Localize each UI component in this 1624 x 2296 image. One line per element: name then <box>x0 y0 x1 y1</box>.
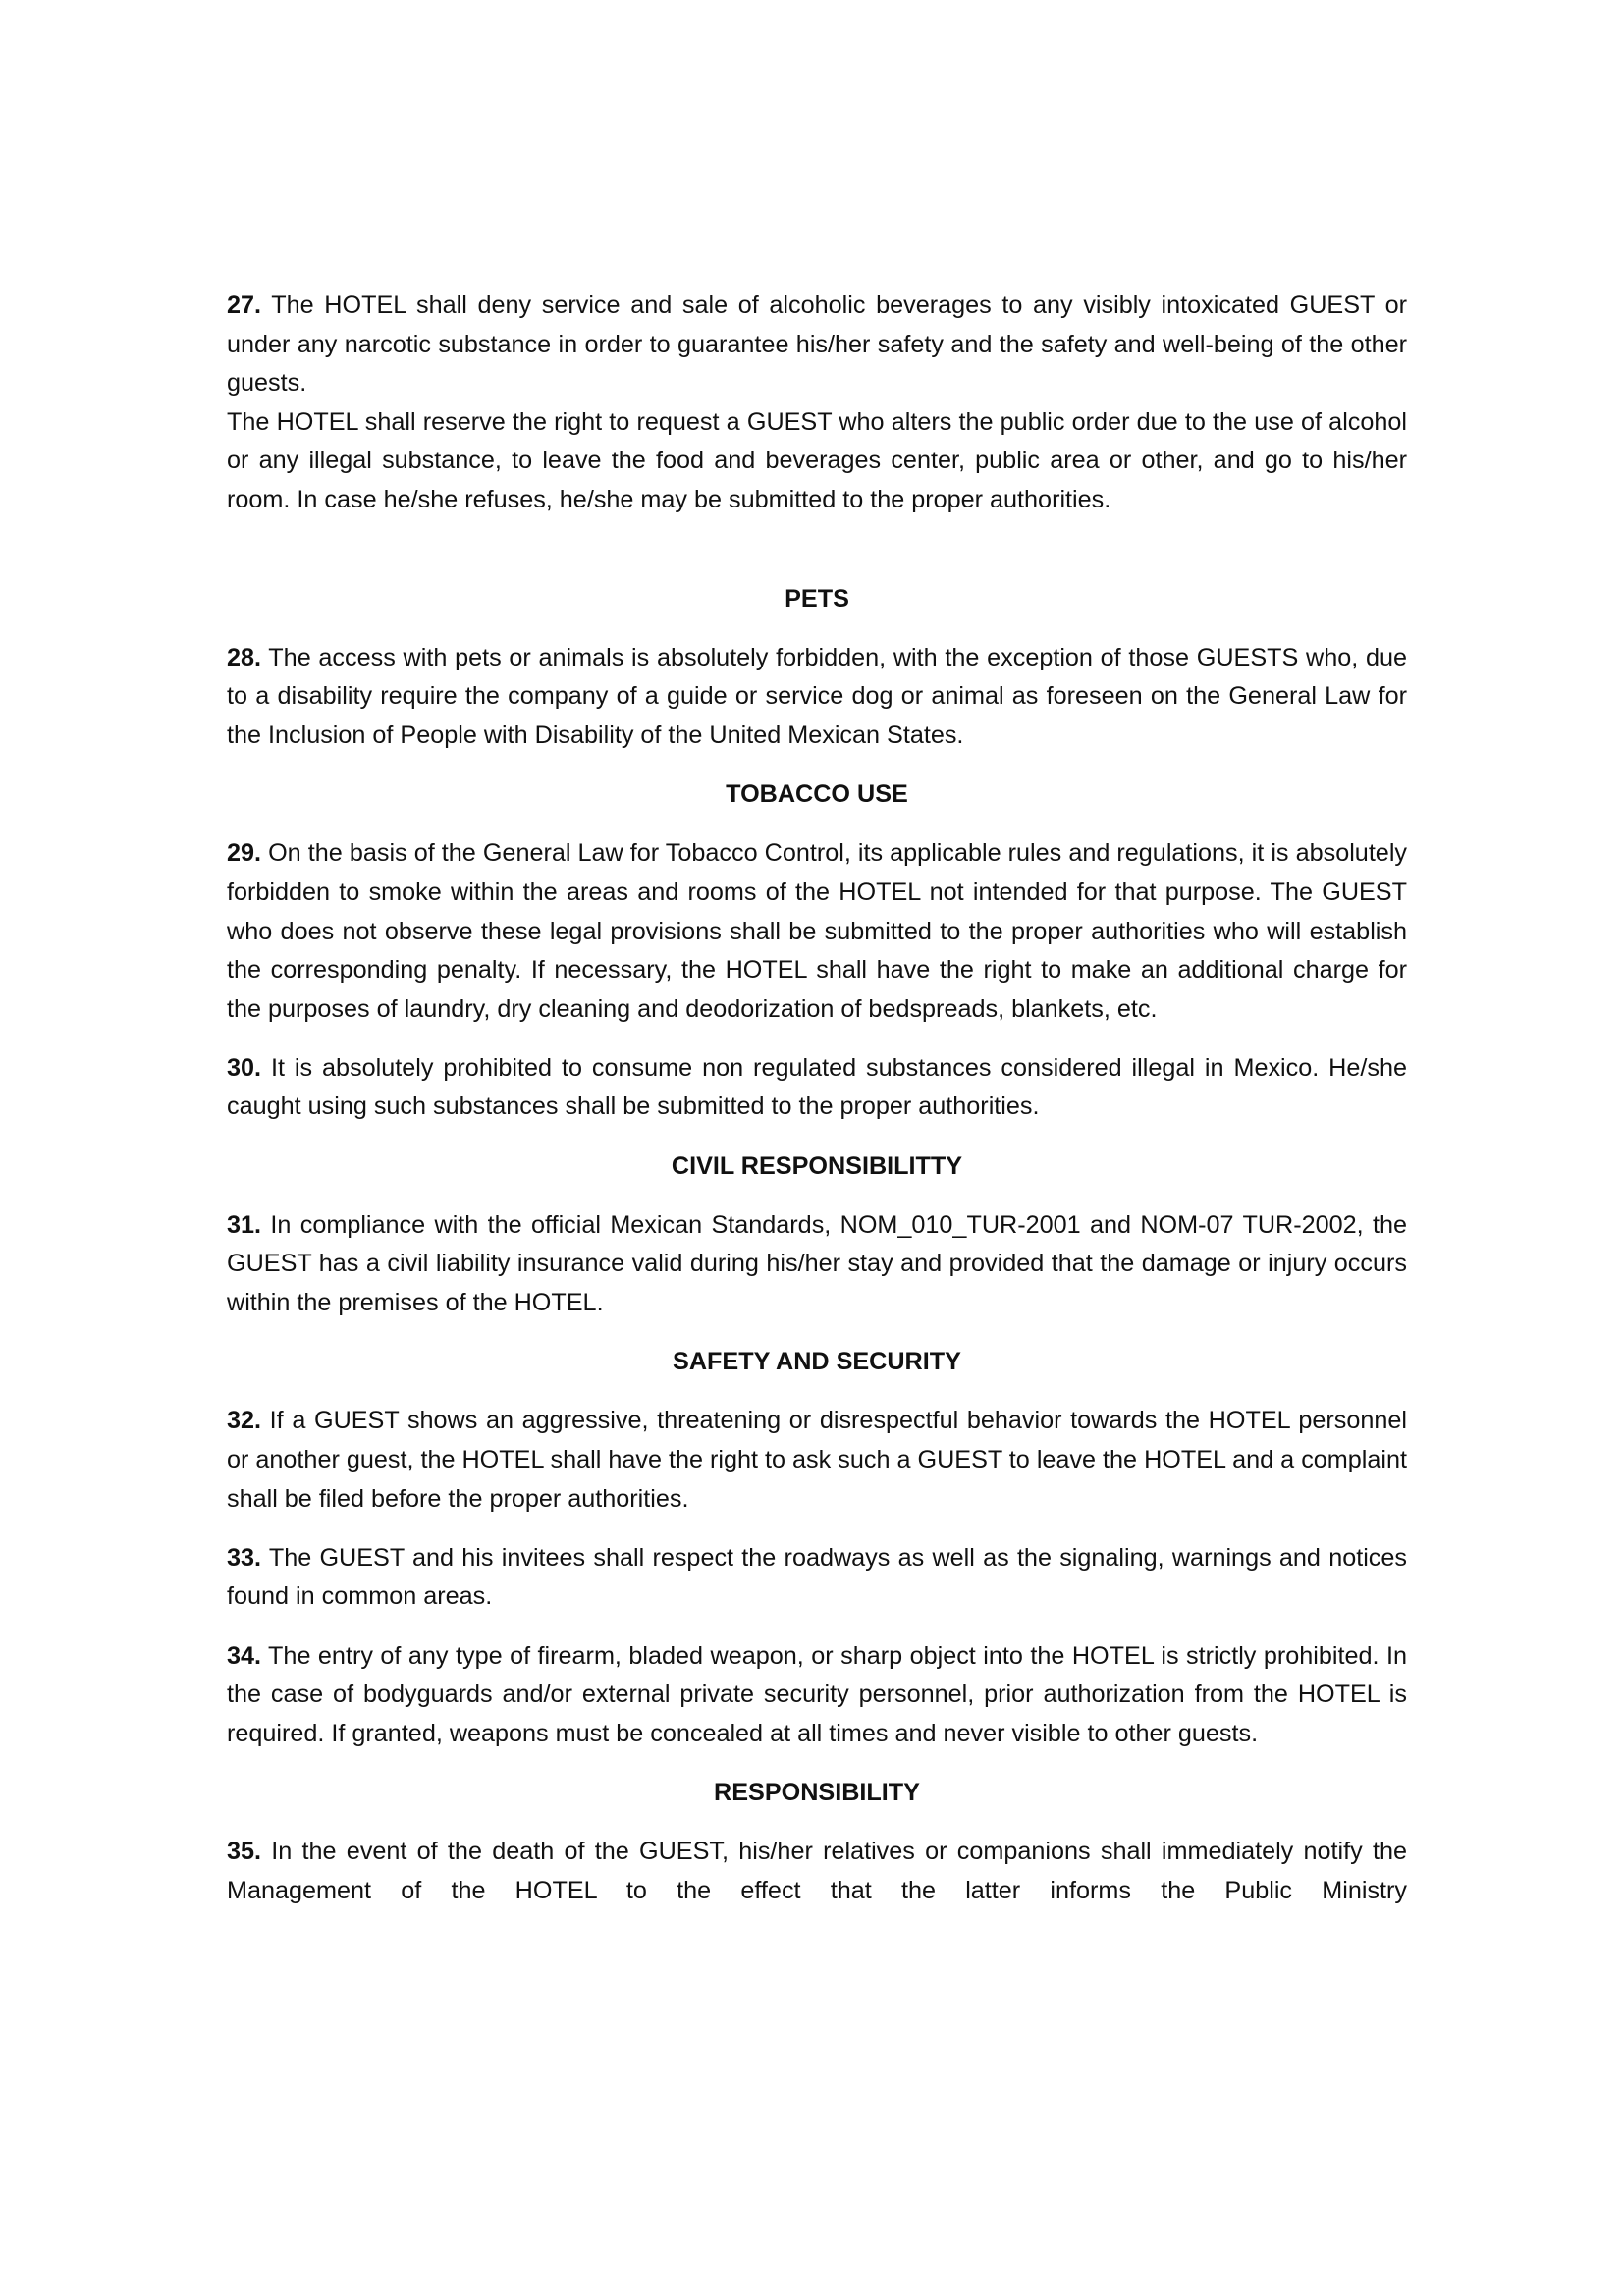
document-page <box>227 287 1407 1931</box>
section-heading-safety-and-security: SAFETY AND SECURITY <box>673 1348 961 1376</box>
clause-text: If a GUEST shows an aggressive, threatening or disrespectful behavior towards the HOTEL personnel or another guest, the HOTEL shall have the right to ask such a GUEST to leave the HOTEL and a complaint shall be filed before the proper authorities. <box>227 1407 1407 1513</box>
section-heading-civil-responsibility: CIVIL RESPONSIBILITTY <box>671 1151 963 1180</box>
clause-number: 29. <box>227 839 262 868</box>
clause-number: 27. <box>227 292 262 319</box>
clause-text: The entry of any type of firearm, bladed weapon, or sharp object into the HOTEL is strictly prohibited. In the case of bodyguards and/or external private security personnel, prior authorization from the HOTEL is required. If granted, weapons must be concealed at all times and never visible to other guests. <box>227 1641 1407 1747</box>
clause-27 <box>227 287 1407 403</box>
clause-30 <box>227 1049 1407 1127</box>
clause-number: 30. <box>227 1053 262 1082</box>
clause-number: 28. <box>227 643 262 671</box>
clause-34 <box>227 1637 1407 1754</box>
clause-number: 33. <box>227 1543 262 1572</box>
clause-29 <box>227 834 1407 1029</box>
clause-text: The HOTEL shall reserve the right to request a GUEST who alters the public order due to the use of alcohol or any illegal substance, to leave the food and beverages center, public area or other, and go to his/her room. In case he/she refuses, he/she may be submitted to the proper authorities. <box>227 407 1407 513</box>
clause-33 <box>227 1539 1407 1617</box>
clause-35 <box>227 1833 1407 1910</box>
clause-number: 35. <box>227 1838 262 1866</box>
section-heading-tobacco-use: TOBACCO USE <box>726 780 908 809</box>
clause-text: The HOTEL shall deny service and sale of alcoholic beverages to any visibly intoxicated GUEST or under any narcotic substance in order to guarantee his/her safety and the safety and well-being of the other guests. <box>227 292 1408 398</box>
clause-number: 34. <box>227 1641 262 1670</box>
clause-text: The access with pets or animals is absolutely forbidden, with the exception of those GUESTS who, due to a disability require the company of a guide or service dog or animal as foreseen on the General Law for the Inclusion of People with Disability of the United Mexican States. <box>227 643 1407 749</box>
clause-text: The GUEST and his invitees shall respect the roadways as well as the signaling, warnings and notices found in common areas. <box>227 1543 1407 1611</box>
section-heading-responsibility: RESPONSIBILITY <box>714 1778 920 1806</box>
clause-28 <box>227 639 1407 756</box>
clause-27-continuation <box>227 403 1407 520</box>
clause-text: On the basis of the General Law for Tobacco Control, its applicable rules and regulations, it is absolutely forbidden to smoke within the areas and rooms of the HOTEL not intended for that purpose. The GUEST who does not observe these legal provisions shall be submitted to the proper authorities who will establish the corresponding penalty. If necessary, the HOTEL shall have the right to make an additional charge for the purposes of laundry, dry cleaning and deodorization of bedspreads, blankets, etc. <box>227 839 1408 1023</box>
clause-number: 31. <box>227 1210 262 1239</box>
clause-text: In the event of the death of the GUEST, his/her relatives or companions shall immediately notify the Management of the HOTEL to the effect that the latter informs the Public Ministry <box>227 1838 1408 1904</box>
clause-31 <box>227 1206 1407 1323</box>
clause-number: 32. <box>227 1407 262 1435</box>
clause-32 <box>227 1402 1407 1519</box>
section-heading-pets: PETS <box>785 584 849 613</box>
clause-text: In compliance with the official Mexican Standards, NOM_010_TUR-2001 and NOM-07 TUR-2002, the GUEST has a civil liability insurance valid during his/her stay and provided that the damage or injury occurs within the premises of the HOTEL. <box>227 1210 1407 1317</box>
clause-text: It is absolutely prohibited to consume non regulated substances considered illegal in Mexico. He/she caught using such substances shall be submitted to the proper authorities. <box>227 1053 1407 1121</box>
